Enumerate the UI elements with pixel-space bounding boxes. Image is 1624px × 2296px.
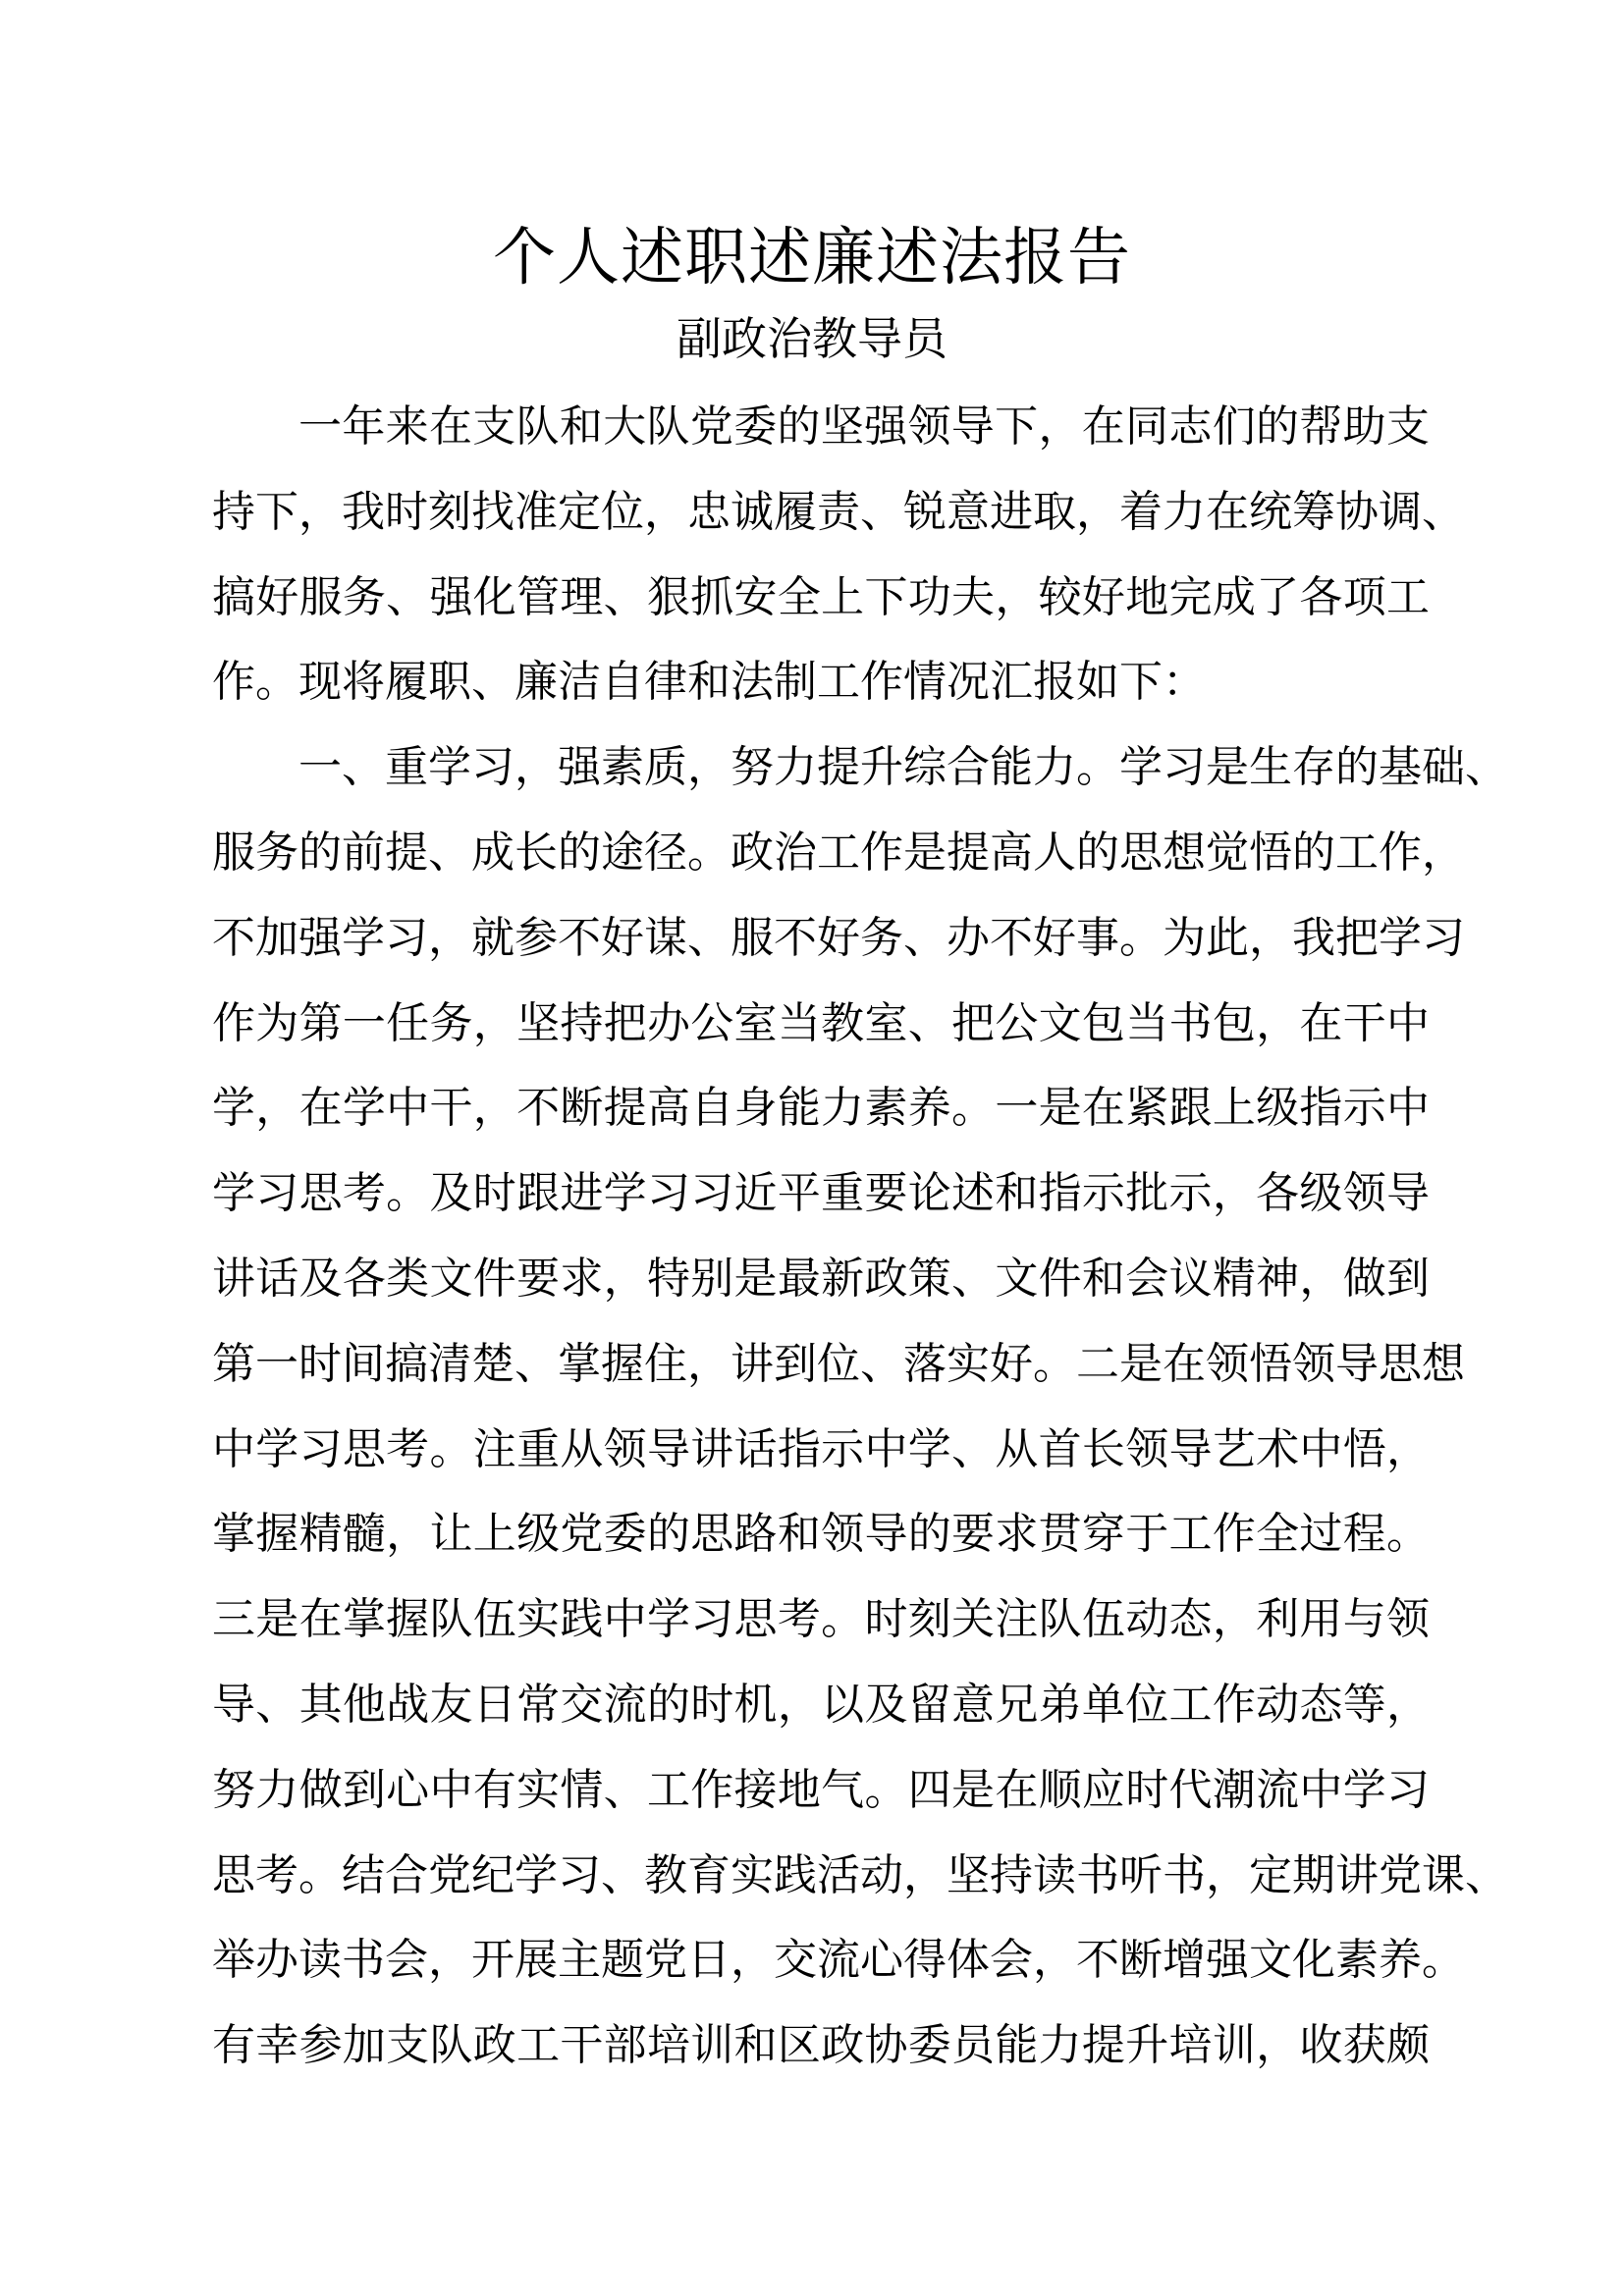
paragraph-line: 讲话及各类文件要求，特别是最新政策、文件和会议精神，做到 [212,1253,1430,1304]
paragraph-line: 作为第一任务，坚持把办公室当教室、把公文包当书包，在干中 [212,997,1430,1048]
document-body [212,385,1508,2089]
paragraph-line: 三是在掌握队伍实践中学习思考。时刻关注队伍动态，利用与领 [212,1594,1430,1645]
paragraph-line: 努力做到心中有实情、工作接地气。四是在顺应时代潮流中学习 [212,1764,1430,1815]
paragraph-line: 持下，我时刻找准定位，忠诚履责、锐意进取，着力在统筹协调、 [212,486,1465,537]
paragraph-line: 学习思考。及时跟进学习习近平重要论述和指示批示，各级领导 [212,1168,1430,1219]
paragraph-line: 学，在学中干，不断提高自身能力素养。一是在紧跟上级指示中 [212,1083,1430,1134]
paragraph-line: 作。现将履职、廉洁自律和法制工作情况汇报如下： [212,657,1206,708]
paragraph-line: 中学习思考。注重从领导讲话指示中学、从首长领导艺术中悟， [212,1423,1430,1474]
paragraph-line: 搞好服务、强化管理、狠抓安全上下功夫，较好地完成了各项工 [212,571,1430,622]
paragraph-line: 有幸参加支队政工干部培训和区政协委员能力提升培训，收获颇 [212,2020,1430,2071]
document-title: 个人述职述廉述法报告 [493,222,1131,294]
paragraph-line: 第一时间搞清楚、掌握住，讲到位、落实好。二是在领悟领导思想 [212,1338,1465,1389]
paragraph-line: 一年来在支队和大队党委的坚强领导下，在同志们的帮助支 [298,401,1430,452]
document-subtitle: 副政治教导员 [677,312,947,365]
paragraph-line: 举办读书会，开展主题党日，交流心得体会，不断增强文化素养。 [212,1935,1465,1986]
paragraph-line: 一、重学习，强素质，努力提升综合能力。学习是生存的基础、 [298,742,1508,793]
paragraph-line: 掌握精髓，让上级党委的思路和领导的要求贯穿于工作全过程。 [212,1509,1430,1560]
paragraph-line: 思考。结合党纪学习、教育实践活动，坚持读书听书，定期讲党课、 [212,1849,1508,1900]
paragraph-line: 导、其他战友日常交流的时机，以及留意兄弟单位工作动态等， [212,1679,1430,1730]
paragraph-line: 服务的前提、成长的途径。政治工作是提高人的思想觉悟的工作， [212,827,1465,878]
paragraph-line: 不加强学习，就参不好谋、服不好务、办不好事。为此，我把学习 [212,912,1465,963]
